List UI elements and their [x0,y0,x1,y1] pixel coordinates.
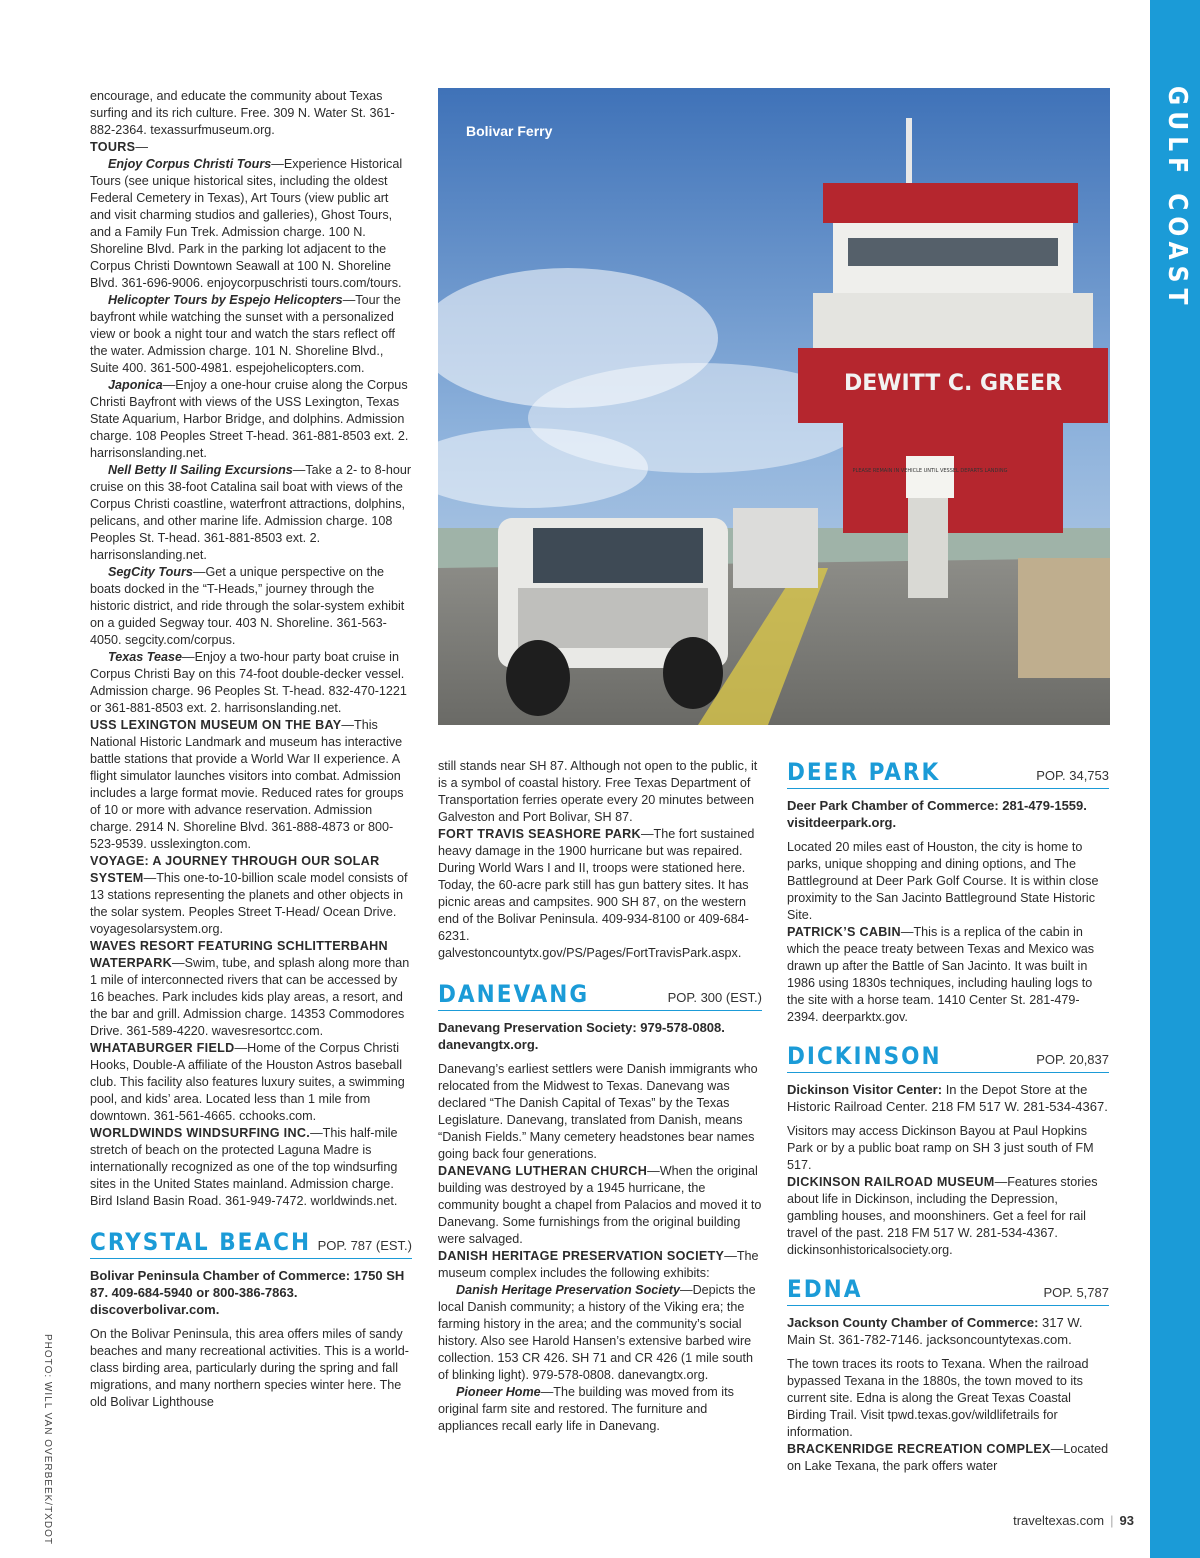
listing [787,924,1109,1026]
listing-text: —Enjoy a one-hour cruise along the Corpus Christi Bayfront with views of the USS Lexington, Texas State Aquarium, Harbor Bridge, and dolphins. Admission charge. 108 Peoples Street T-head. 361-881-8503 ext. 2. harrisonslanding.net. [90,378,409,460]
listing [90,853,412,938]
chamber-info [787,1081,1109,1115]
section-tab-label: GULF COAST [1162,86,1192,311]
chamber-details: In the Depot Store at the Historic Railroad Center. 218 FM 517 W. 281-534-4367. [787,1082,1108,1114]
town-header-edna [787,1275,1109,1306]
population: POP. 20,837 [1036,1052,1109,1067]
listing-title: PATRICK’S CABIN [787,925,901,939]
listing-title: Pioneer Home [456,1385,541,1399]
listing-text: —This National Historic Landmark and museum has interactive battle stations that provide a World War II experience. A flight simulator launches visitors into combat. Admission includes a large format movie. Reduced rates for groups of 10 or more with advance reservation. Admission charge. 2914 N. Shoreline Blvd. 361-888-4873 or 800-523-9539. usslexington.com. [90,718,404,851]
photo-caption: Bolivar Ferry [466,123,553,139]
listing-title: DICKINSON RAILROAD MUSEUM [787,1175,995,1189]
population: POP. 300 (EST.) [667,990,762,1005]
listing-title: DANISH HERITAGE PRESERVATION SOCIETY [438,1249,725,1263]
listing-title: WHATABURGER FIELD [90,1041,235,1055]
listing [90,1040,412,1125]
column-3 [787,758,1109,1475]
chamber-details: 317 W. Main St. 361-782-7146. jacksoncountytexas.com. [787,1315,1083,1347]
paragraph: encourage, and educate the community about Texas surfing and its rich culture. Free. 309 N. Water St. 361-882-2364. texassurfmuseum.org. [90,89,395,137]
section-heading-tours: TOURS [90,140,136,154]
column-1: encourage, and educate the community about Texas surfing and its rich culture. Free. 309 N. Water St. 361-882-2364. texassurfmuseum.org. TOURS— Enjoy Corpus Christi Tours—Experience Historical Tours (see unique historical sites, including the oldest Federal Cemetery in Texas), Art Tours (view public art and visit charming studios and galleries), Ghost Tours, and a Family Fun Trek. Admission charge. 100 N. Shoreline Blvd. Park in the parking lot adjacent to the Corpus Christi Downtown Seawall at 100 N. Shoreline Blvd. 361-696-9006. enjoycorpuschristi tours.com/tours. Helicopter Tours by Espejo Helicopters—Tour the bayfront while watching the sunset with a personalized view or book a night tour and watch the stars reflect off the water. Admission charge. 101 N. Shoreline Blvd., Suite 400. 361-500-4981. espejohelicopters.com. Japonica—Enjoy a one-hour cruise along the Corpus Christi Bayfront with views of the USS Lexington, Texas State Aquarium, Harbor Bridge, and dolphins. Admission charge. 108 Peoples Street T-head. 361-881-8503 ext. 2. harrisonslanding.net. Nell Betty II Sailing Excursions—Take a 2- to 8-hour cruise on this 38-foot Catalina sail boat with views of the Corpus Christi coastline, waterfront attractions, dolphins, pelicans, and other marine life. Admission charge. 108 Peoples St. T-head. 361-881-8503 ext. 2. harrisonslanding.net. SegCity Tours—Get a unique perspective on the boats docked in the “T-Heads,” journey through the historic district, and ride through the solar-system exhibit on a guided Segway tour. 403 N. Shoreline. 361-563-4050. segcity.com/corpus. Texas Tease—Enjoy a two-hour party boat cruise in Corpus Christi Bay on this 74-foot double-decker vessel. Admission charge. 96 Peoples St. T-head. 832-470-1221 or 361-881-8503 ext. 2. harrisonslanding.net. USS LEXINGTON MUSEUM ON THE BAY—This National Historic Landmark and museum has interactive battle stations that provide a World War II experience. A flight simulator launches visitors into combat. Admission includes a large format movie. Reduced rates for groups of 10 or more with advance reservation. Admission charge. 2914 N. Shoreline Blvd. 361-888-4873 or 800-523-9539. usslexington.com. VOYAGE: A JOURNEY THROUGH OUR SOLAR SYSTEM—This one-to-10-billion scale model consists of 13 stations representing the planets and other objects in the solar system. Peoples Street T-Head/ Ocean Drive. voyagesolarsystem.org. WAVES RESORT FEATURING SCHLITTERBAHN WATERPARK—Swim, tube, and splash along more than 1 mile of interconnected rivers that can be accessed by 16 beaches. Park includes kids play areas, a resort, and the bar and grill. Admission charge. 14353 Commodores Drive. 361-589-4220. wavesresortcc.com. WHATABURGER FIELD—Home of the Corpus Christi Hooks, Double-A affiliate of the Houston Astros baseball club. This facility also features luxury suites, a swimming pool, and kids’ area. Located less than 1 mile from downtown. 361-561-4665. cchooks.com. WORLDWINDS WINDSURFING INC.—This half-mile stretch of beach on the protected Laguna Madre is internationally recognized as one of the top windsurfing sites in the United States mainland. Admission charge. Bird Island Basin Road. 361-949-7472. worldwinds.net. CRYSTAL BEACH POP. 787 (EST.) Bolivar Peninsula Chamber of Commerce: 1750 SH 87. 409-684-5940 or 800-386-7863. discoverbolivar.com. On the Bolivar Peninsula, this area offers miles of sandy beaches and many recreational activities. This is a world-class birding area, particularly during the spring and fall migrations, and many northern species winter here. The old Bolivar Lighthouse [90,89,412,1409]
photo-credit: PHOTO: WILL VAN OVERBEEK/TXDOT [42,1334,53,1545]
listing-text: —Tour the bayfront while watching the sunset with a personalized view or book a night tour and watch the stars reflect off the water. Admission charge. 101 N. Shoreline Blvd., Suite 400. 361-500-4981. espejohelicopters.com. [90,293,401,375]
listing-title: WAVES RESORT FEATURING SCHLITTERBAHN WATERPARK [90,939,388,970]
town-name: DEER PARK [787,758,941,786]
listing-title: Texas Tease [108,650,182,664]
listing-title: VOYAGE: A JOURNEY THROUGH OUR SOLAR SYSTEM [90,854,380,885]
listing-text: —Features stories about life in Dickinson, including the Depression, gambling houses, and moonshiners. Get a feel for rail travel of the past. 218 FM 517 W. 281-534-4367. dickinsonhistoricalsociety.org. [787,1175,1098,1257]
chamber-name: Jackson County Chamber of Commerce: [787,1315,1039,1330]
listing-title: SegCity Tours [108,565,193,579]
population: POP. 787 (EST.) [317,1238,412,1253]
sign-text: PLEASE REMAIN IN VEHICLE UNTIL VESSEL DEPARTS LANDING [852,468,1008,474]
listing [90,564,412,649]
listing-title: FORT TRAVIS SEASHORE PARK [438,827,641,841]
listing-text: —This is a replica of the cabin in which the peace treaty between Texas and Mexico was drawn up after the Battle of San Jacinto. It was built in 1986 using 1830s techniques, including hauling logs to the site with a horse team. 1410 Center St. 281-479-2394. deerparktx.gov. [787,925,1095,1024]
ferry-illustration [438,88,1110,725]
listing-text: —Located on Lake Texana, the park offers water [787,1442,1109,1473]
section-sidebar [1150,0,1200,1558]
listing-title: WORLDWINDS WINDSURFING INC. [90,1126,311,1140]
listing-title: Enjoy Corpus Christi Tours [108,157,272,171]
paragraph: still stands near SH 87. Although not open to the public, it is a symbol of coastal history. Free Texas Department of Transportation ferries operate every 20 minutes between Galveston and Port Bolivar, SH 87. [438,759,758,824]
listing-text: —The museum complex includes the following exhibits: [438,1249,759,1280]
listing [90,292,412,377]
chamber-name: Dickinson Visitor Center: [787,1082,943,1097]
listing-text: —Home of the Corpus Christi Hooks, Double-A affiliate of the Houston Astros baseball club. This facility also features luxury suites, a swimming pool, and kids’ area. Located less than 1 mile from downtown. 361-561-4665. cchooks.com. [90,1041,405,1123]
listing [90,649,412,717]
population: POP. 5,787 [1043,1285,1109,1300]
listing-text: —Experience Historical Tours (see unique historical sites, including the oldest Federal Cemetery in Texas), Art Tours (view public art and visit charming studios and galleries), Ghost Tours, and a Family Fun Trek. Admission charge. 100 N. Shoreline Blvd. Park in the parking lot adjacent to the Corpus Christi Downtown Seawall at 100 N. Shoreline Blvd. 361-696-9006. enjoycorpuschristi tours.com/tours. [90,157,403,290]
listing [90,1125,412,1210]
paragraph: Visitors may access Dickinson Bayou at Paul Hopkins Park or by a public boat ramp on SH 3 just south of FM 517. [787,1124,1094,1172]
paragraph: Danevang’s earliest settlers were Danish immigrants who relocated from the Midwest to Texas. Danevang was declared “The Danish Capital of Texas” by the Texas Legislature. Danevang, translated from Danish, means “Danish Fields.” Many cemetery headstones bear names going back four generations. [438,1062,758,1161]
listing-text: —Swim, tube, and splash along more than 1 mile of interconnected rivers that can be accessed by 16 beaches. Park includes kids play areas, a resort, and the bar and grill. Admission charge. 14353 Commodores Drive. 361-589-4220. wavesresortcc.com. [90,956,410,1038]
listing-title: Japonica [108,378,163,392]
paragraph: On the Bolivar Peninsula, this area offers miles of sandy beaches and many recreational activities. This is a world-class birding area, particularly during the spring and fall migrations, and many northern species winter here. The old Bolivar Lighthouse [90,1327,409,1409]
town-name: CRYSTAL BEACH [90,1228,312,1256]
listing-title: BRACKENRIDGE RECREATION COMPLEX [787,1442,1051,1456]
population: POP. 34,753 [1036,768,1109,783]
chamber-info: Danevang Preservation Society: 979-578-0808. danevangtx.org. [438,1020,725,1052]
listing-text: —The fort sustained heavy damage in the 1900 hurricane but was repaired. During World Wars I and II, troops were stationed here. Today, the 60-acre park still has gun battery sites. It has picnic areas and campsites. 900 SH 87, on the western end of the Bolivar Peninsula. 409-934-8100 or 409-684-6231. galvestoncountytx.gov/PS/Pages/FortTravisPark.aspx. [438,827,755,960]
website-link[interactable]: traveltexas.com [1013,1513,1105,1528]
listing [787,1174,1109,1259]
boat-name: DEWITT C. GREER [843,371,1063,396]
column-2 [438,758,762,1435]
listing [438,1282,762,1384]
listing [438,1163,762,1248]
listing-text: —This one-to-10-billion scale model consists of 13 stations representing the planets and other objects in the solar system. Peoples Street T-Head/ Ocean Drive. voyagesolarsystem.org. [90,871,408,936]
listing-title: Nell Betty II Sailing Excursions [108,463,293,477]
footer-divider: | [1110,1513,1114,1528]
town-name: DICKINSON [787,1042,942,1070]
listing-text: —Depicts the local Danish community; a history of the Viking era; the farming history in the area; and the community’s social history. Also see Harold Hansen’s extensive barbed wire collection. 153 CR 426. SH 71 and CR 426 (1 mile south of blinking light). 979-578-0808. danevangtx.org. [438,1283,756,1382]
listing-text: —Take a 2- to 8-hour cruise on this 38-foot Catalina sail boat with views of the Corpus Christi coastline, waterfront attractions, dolphins, pelicans, and other marine life. Admission charge. 108 Peoples St. T-head. 361-881-8503 ext. 2. harrisonslanding.net. [90,463,412,562]
chamber-info: Deer Park Chamber of Commerce: 281-479-1559. visitdeerpark.org. [787,798,1087,830]
chamber-info [787,1314,1109,1348]
listing-text: —When the original building was destroyed by a 1945 hurricane, the community bought a chapel from Palacios and moved it to Danevang. Some furnishings from the original building were salvaged. [438,1164,762,1246]
town-name: DANEVANG [438,980,590,1008]
listing [90,938,412,1040]
listing [90,377,412,462]
listing [438,826,762,962]
listing [787,1441,1109,1475]
town-header-deer-park [787,758,1109,789]
listing [90,462,412,564]
page-footer [1013,1513,1134,1528]
chamber-info: Bolivar Peninsula Chamber of Commerce: 1750 SH 87. 409-684-5940 or 800-386-7863. discoverbolivar.com. [90,1268,405,1317]
listing [438,1384,762,1435]
listing-title: USS LEXINGTON MUSEUM ON THE BAY [90,718,342,732]
listing-title: Danish Heritage Preservation Society [456,1283,680,1297]
listing [90,156,412,292]
paragraph: The town traces its roots to Texana. When the railroad bypassed Texana in the 1880s, the town moved to its current site. Edna is along the Great Texas Coastal Birding Trail. Visit tpwd.texas.gov/wildlifetrails for information. [787,1357,1089,1439]
listing-text: —The building was moved from its original farm site and restored. The furniture and appliances recall early life in Danevang. [438,1385,734,1433]
listing-title: Helicopter Tours by Espejo Helicopters [108,293,343,307]
listing-text: —Get a unique perspective on the boats docked in the “T-Heads,” journey through the historic district, and ride through the solar-system exhibit on a guided Segway tour. 403 N. Shoreline. 361-563-4050. segcity.com/corpus. [90,565,405,647]
paragraph: Located 20 miles east of Houston, the city is home to parks, unique shopping and dining options, and The Battleground at Deer Park Golf Course. It is within close proximity to the San Jacinto Battleground State Historic Site. [787,840,1099,922]
bolivar-ferry-photo [438,88,1110,725]
town-header-dickinson [787,1042,1109,1073]
listing [90,717,412,853]
listing-text: —Enjoy a two-hour party boat cruise in Corpus Christi Bay on this 74-foot double-decker vessel. Admission charge. 96 Peoples St. T-head. 832-470-1221 or 361-881-8503 ext. 2. harrisonslanding.net. [90,650,407,715]
town-name: EDNA [787,1275,863,1303]
town-header-crystal-beach [90,1228,412,1259]
listing-title: DANEVANG LUTHERAN CHURCH [438,1164,648,1178]
listing [438,1248,762,1282]
page-number: 93 [1119,1513,1134,1528]
listing-text: —This half-mile stretch of beach on the protected Laguna Madre is internationally recognized as one of the top windsurfing sites in the United States mainland. Admission charge. Bird Island Basin Road. 361-949-7472. worldwinds.net. [90,1126,398,1208]
town-header-danevang [438,980,762,1011]
